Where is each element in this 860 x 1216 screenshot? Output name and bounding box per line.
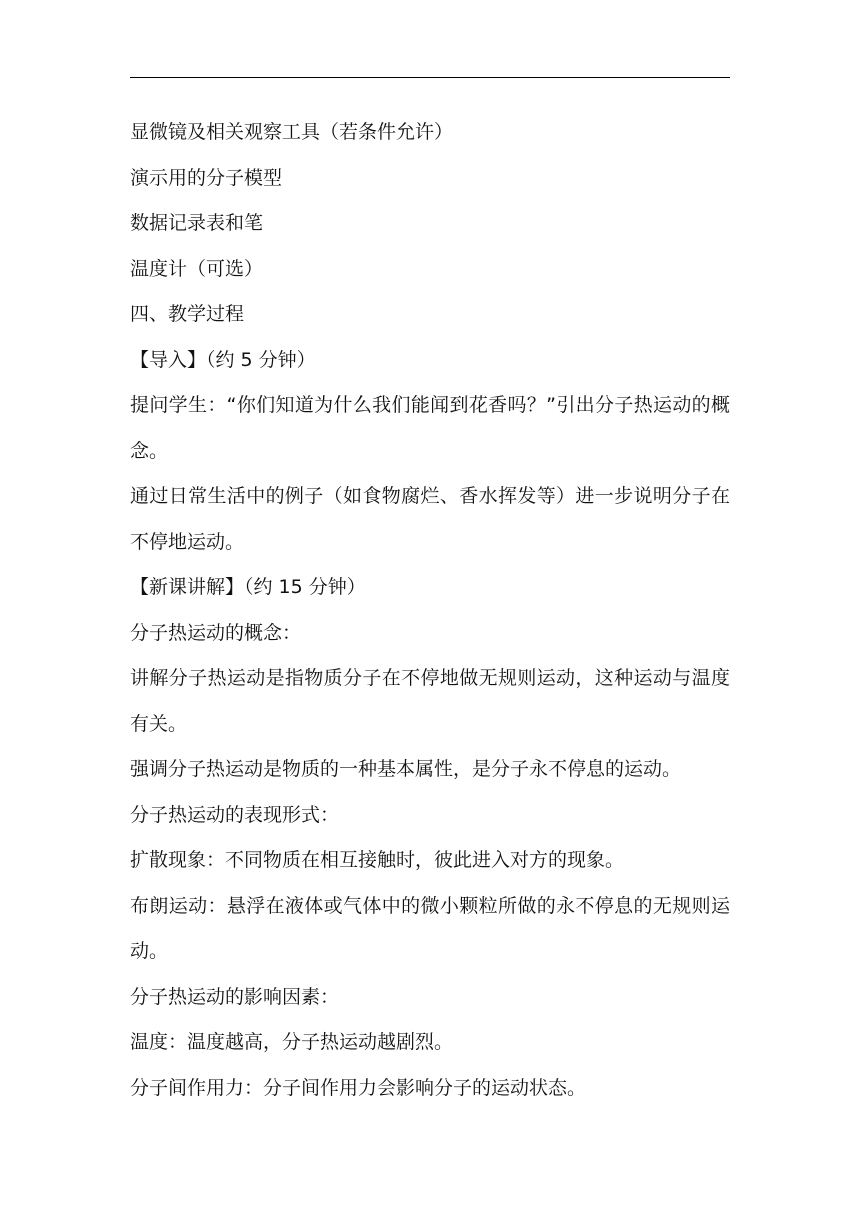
concept-emphasis-paragraph: 强调分子热运动是物质的一种基本属性，是分子永不停息的运动。: [130, 758, 682, 780]
subsection-heading-new-lesson: 【新课讲解】（约 15 分钟）: [130, 576, 366, 598]
material-item-microscope: 显微镜及相关观察工具（若条件允许）: [130, 121, 454, 143]
section-heading-teaching-process: 四、教学过程: [130, 303, 245, 325]
header-rule: [130, 77, 730, 78]
material-item-molecule-model: 演示用的分子模型: [130, 166, 283, 189]
document-body: [130, 110, 730, 1111]
concept-explanation-paragraph: 讲解分子热运动是指物质分子在不停地做无规则运动，这种运动与温度有关。: [130, 667, 730, 735]
intro-examples-paragraph: 通过日常生活中的例子（如食物腐烂、香水挥发等）进一步说明分子在不停地运动。: [130, 485, 730, 553]
material-item-record-sheet: 数据记录表和笔: [130, 212, 264, 234]
material-item-thermometer: 温度计（可选）: [130, 257, 264, 280]
temperature-factor-paragraph: 温度：温度越高，分子热运动越剧烈。: [130, 1031, 454, 1053]
topic-heading-concept: 分子热运动的概念：: [130, 621, 302, 644]
intermolecular-force-paragraph: 分子间作用力：分子间作用力会影响分子的运动状态。: [130, 1076, 587, 1099]
diffusion-paragraph: 扩散现象：不同物质在相互接触时，彼此进入对方的现象。: [130, 849, 625, 871]
topic-heading-forms: 分子热运动的表现形式：: [130, 803, 340, 826]
topic-heading-factors: 分子热运动的影响因素：: [130, 985, 340, 1008]
brownian-motion-paragraph: 布朗运动：悬浮在液体或气体中的微小颗粒所做的永不停息的无规则运动。: [130, 894, 730, 962]
subsection-heading-intro: 【导入】（约 5 分钟）: [130, 348, 316, 371]
intro-question-paragraph: 提问学生：“你们知道为什么我们能闻到花香吗？”引出分子热运动的概念。: [130, 394, 730, 462]
